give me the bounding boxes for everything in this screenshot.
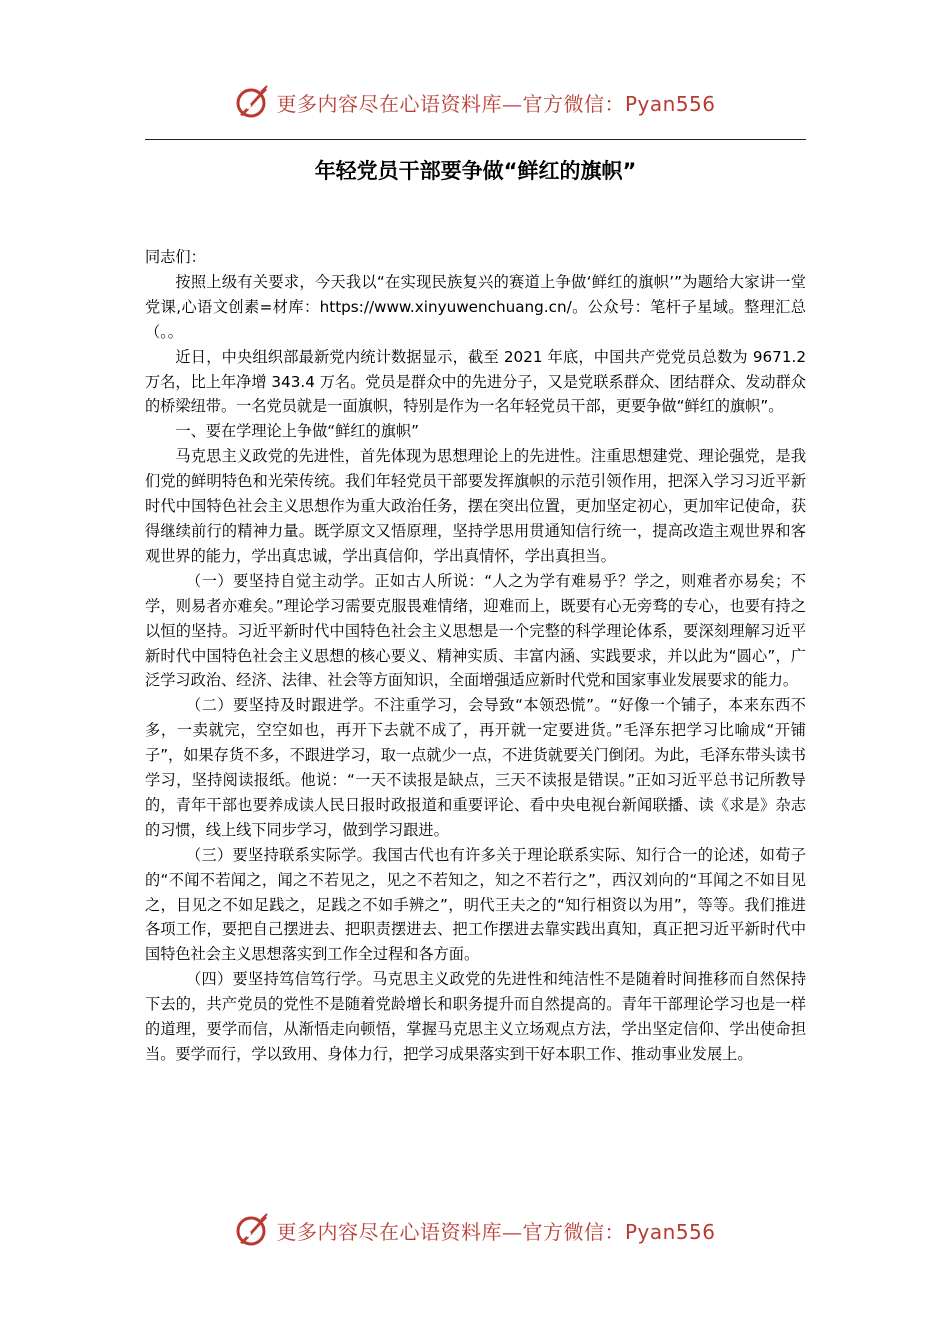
pen-nib-logo-icon xyxy=(234,1212,270,1248)
footer-wechat-id: Pyan556 xyxy=(624,1219,716,1244)
pen-nib-logo-icon xyxy=(234,84,270,120)
paragraph-2: 近日，中央组织部最新党内统计数据显示，截至 2021 年底，中国共产党党员总数为 9671.2 万名，比上年净增 343.4 万名。党员是群众中的先进分子，又是党联系群众、团结群众、发动群众的桥梁纽带。一名党员就是一面旗帜，特别是作为一名年轻党员干部，更要争做“鲜红的旗帜”。 xyxy=(145,347,806,416)
paragraph-7: （四）要坚持笃信笃行学。马克思主义政党的先进性和纯洁性不是随着时间推移而自然保持下去的，共产党员的党性不是随着党龄增长和职务提升而自然提高的。青年干部理论学习也是一样的道理，要学而信，从渐悟走向顿悟，掌握马克思主义立场观点方法，学出坚定信仰、学出使命担当。要学而行，学以致用、身体力行，把学习成果落实到干好本职工作、推动事业发展上。 xyxy=(145,970,806,1063)
paragraph-3: 马克思主义政党的先进性，首先体现为思想理论上的先进性。注重思想建党、理论强党，是我们党的鲜明特色和光荣传统。我们年轻党员干部要发挥旗帜的示范引领作用，把深入学习习近平新时代中国特色社会主义思想作为重大政治任务，摆在突出位置，更加坚定初心，更加牢记使命，获得继续前行的精神力量。既学原文又悟原理，坚持学思用贯通知信行统一，提高改造主观世界和客观世界的能力，学出真忠诚，学出真信仰，学出真情怀，学出真担当。 xyxy=(145,447,806,565)
paragraph-5: （二）要坚持及时跟进学。不注重学习，会导致“本领恐慌”。“好像一个铺子，本来东西不多，一卖就完，空空如也，再开下去就不成了，再开就一定要进货。”毛泽东把学习比喻成“开铺子”，如果存货不多，不跟进学习，取一点就少一点，不进货就要关门倒闭。为此，毛泽东带头读书学习，坚持阅读报纸。他说：“一天不读报是缺点，三天不读报是错误。”正如习近平总书记所教导的，青年干部也要养成读人民日报时政报道和重要评论、看中央电视台新闻联播、读《求是》杂志的习惯，线上线下同步学习，做到学习跟进。 xyxy=(145,696,806,839)
document-body xyxy=(145,245,806,1067)
header-wechat-id: Pyan556 xyxy=(624,91,716,116)
header-banner-text: 更多内容尽在心语资料库—官方微信：Pyan556 xyxy=(276,91,716,116)
header-banner xyxy=(0,82,950,122)
document-title: 年轻党员干部要争做“鲜红的旗帜” xyxy=(314,159,637,183)
paragraph-4: （一）要坚持自觉主动学。正如古人所说：“人之为学有难易乎？学之，则难者亦易矣；不学，则易者亦难矣。”理论学习需要克服畏难情绪，迎难而上，既要有心无旁骛的专心，也要有持之以恒的坚持。习近平新时代中国特色社会主义思想是一个完整的科学理论体系，要深刻理解习近平新时代中国特色社会主义思想的核心要义、精神实质、丰富内涵、实践要求，并以此为“圆心”，广泛学习政治、经济、法律、社会等方面知识，全面增强适应新时代党和国家事业发展要求的能力。 xyxy=(145,571,806,690)
greeting: 同志们： xyxy=(145,248,206,266)
section-heading-1: 一、要在学理论上争做“鲜红的旗帜” xyxy=(175,422,419,441)
paragraph-1: 按照上级有关要求，今天我以“在实现民族复兴的赛道上争做‘鲜红的旗帜’”为题给大家讲一堂党课,心语文创素=材库：https://www.xinyuwenchuang.cn/。公众号：笔杆子星域。整理汇总（。。 xyxy=(145,272,806,341)
footer-banner-text: 更多内容尽在心语资料库—官方微信：Pyan556 xyxy=(276,1219,716,1244)
footer-banner xyxy=(0,1210,950,1250)
header-divider xyxy=(145,139,806,140)
paragraph-6: （三）要坚持联系实际学。我国古代也有许多关于理论联系实际、知行合一的论述，如荀子的“不闻不若闻之，闻之不若见之，见之不若知之，知之不若行之”，西汉刘向的“耳闻之不如目见之，目见之不如足践之，足践之不如手辨之”，明代王夫之的“知行相资以为用”，等等。我们推进各项工作，要把自己摆进去、把职责摆进去、把工作摆进去靠实践出真知，真正把习近平新时代中国特色社会主义思想落实到工作全过程和各方面。 xyxy=(145,845,806,964)
